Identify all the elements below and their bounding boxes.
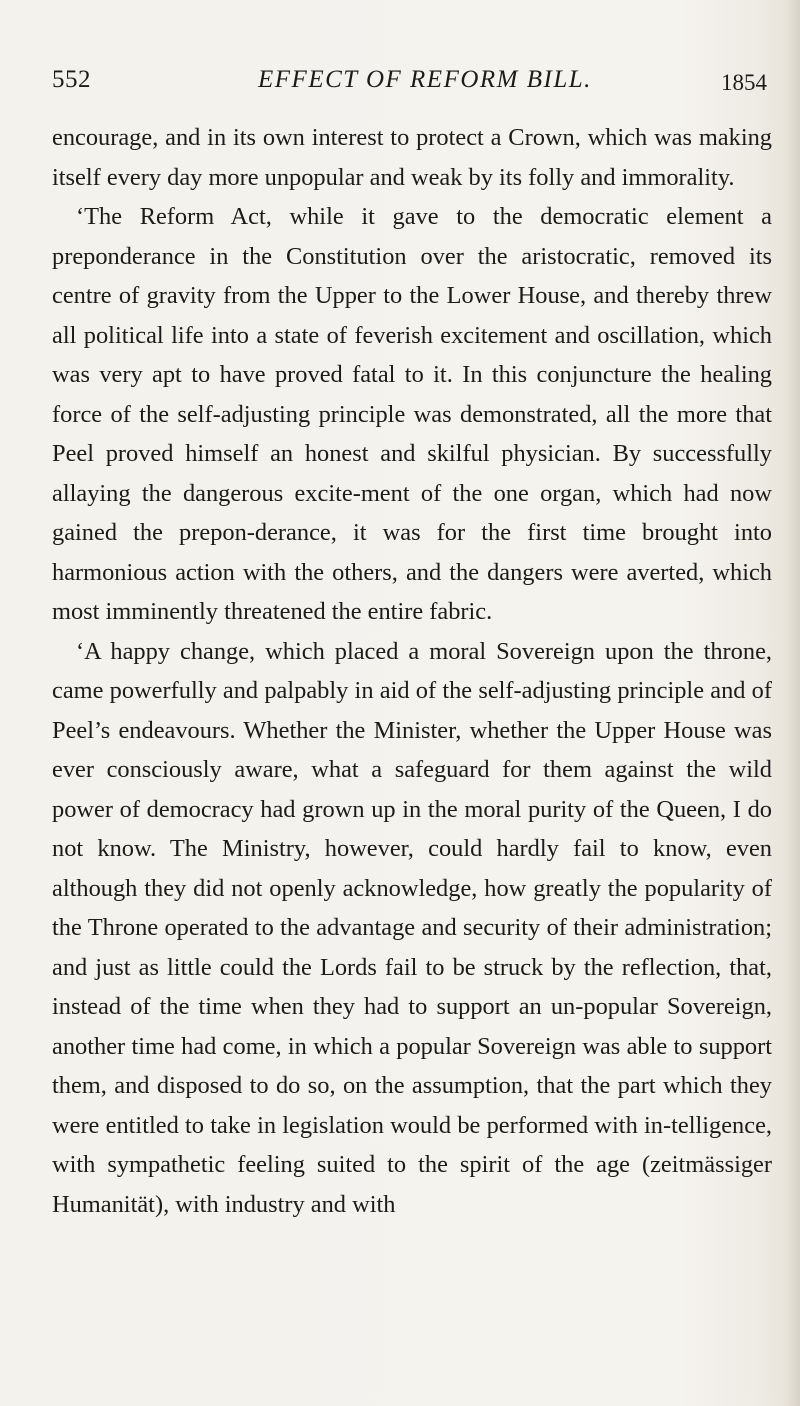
paragraph-happy-change: ‘A happy change, which placed a moral Sovereign upon the throne, came powerfully and palpably in aid of the self-adjusting principle and of Peel’s endeavours. Whether the Minister, whether the Upper House was ever consciously aware, what a safeguard for them against the wild power of democracy had grown up in the moral purity of the Queen, I do not know. The Ministry, however, could hardly fail to know, even although they did not openly acknowledge, how greatly the popularity of the Throne operated to the advantage and security of their administration; and just as little could the Lords fail to be struck by the reflection, that, instead of the time when they had to support an un-popular Sovereign, another time had come, in which a popular Sovereign was able to support them, and disposed to do so, on the assumption, that the part which they were entitled to take in legislation would be performed with in-telligence, with sympathetic feeling suited to the spirit of the age (zeitmässiger Humanität), with industry and with <box>52 637 772 1218</box>
body-text <box>52 118 772 1224</box>
paragraph-reform-act: ‘The Reform Act, while it gave to the democratic element a preponderance in the Constitution over the aristocratic, removed its centre of gravity from the Upper to the Lower House, and thereby threw all political life into a state of feverish excitement and oscillation, which was very apt to have proved fatal to it. In this conjuncture the healing force of the self-adjusting principle was demonstrated, all the more that Peel proved himself an honest and skilful physician. By successfully allaying the dangerous excite-ment of the one organ, which had now gained the prepon-derance, it was for the first time brought into harmonious action with the others, and the dangers were averted, which most imminently threatened the entire fabric. <box>52 203 772 625</box>
running-year: 1854 <box>721 70 767 95</box>
running-head <box>52 66 767 106</box>
running-title: EFFECT OF REFORM BILL. <box>258 66 592 93</box>
paragraph-continuation: encourage, and in its own interest to protect a Crown, which was making itself every day more unpopular and weak by its folly and immorality. <box>52 124 772 191</box>
page-edge-shadow <box>786 0 800 1406</box>
page-number: 552 <box>52 66 91 93</box>
